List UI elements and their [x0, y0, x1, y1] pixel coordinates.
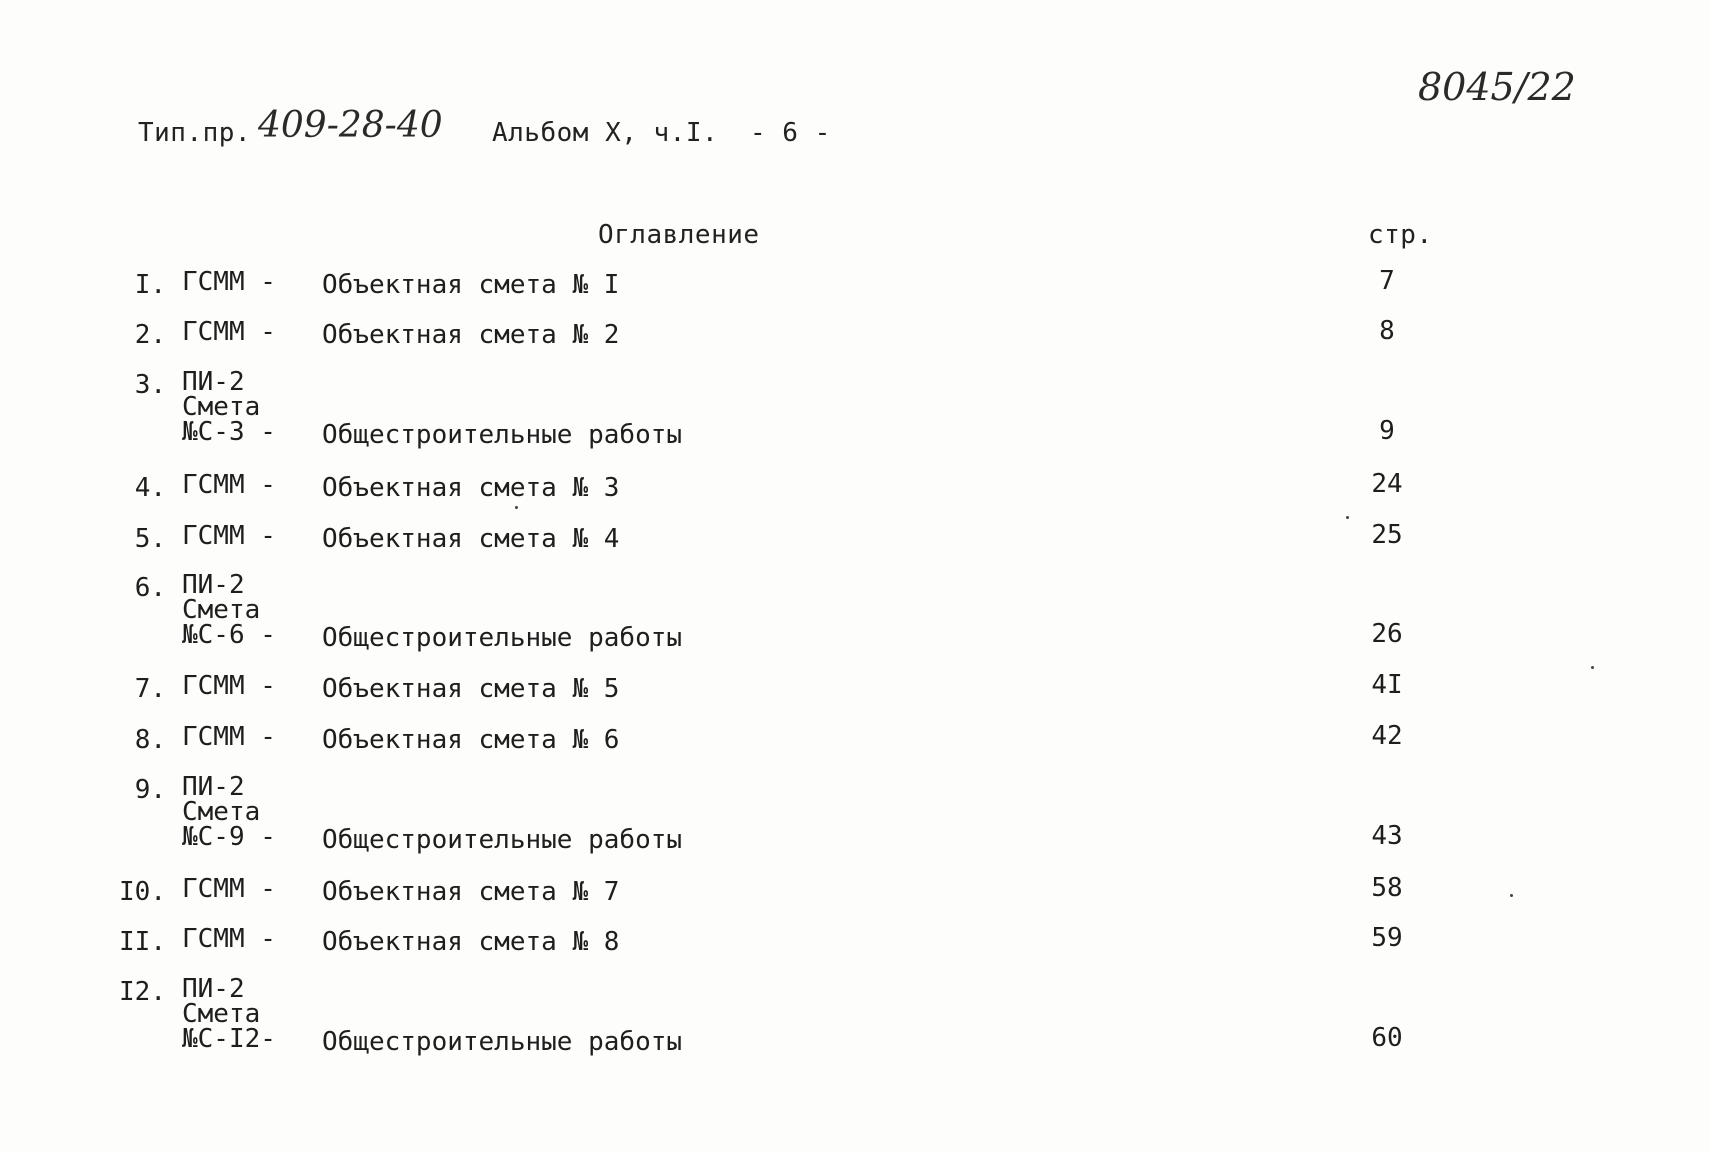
toc-item-code: ПИ-2 Смета №С-I2- — [182, 974, 276, 1054]
page-number: - 6 - — [750, 118, 831, 148]
scan-speck — [515, 506, 518, 509]
toc-item-page: 43 — [1371, 821, 1403, 851]
toc-item-description: Общестроительные работы — [322, 825, 683, 855]
toc-item-description: Объектная смета № 2 — [322, 320, 620, 350]
toc-title: Оглавление — [598, 220, 760, 250]
toc-item-number: 7. — [134, 674, 166, 704]
toc-item-page: 9 — [1379, 416, 1395, 446]
toc-item-description: Объектная смета № I — [322, 270, 620, 300]
toc-item-code: ГСММ - — [182, 267, 276, 297]
album-label: Альбом X, ч.I. — [492, 118, 719, 148]
toc-item-page: 26 — [1371, 619, 1403, 649]
toc-item-page: 4I — [1371, 670, 1403, 700]
toc-item-page: 24 — [1371, 469, 1403, 499]
toc-item-page: 58 — [1371, 873, 1403, 903]
toc-item-description: Объектная смета № 4 — [322, 524, 620, 554]
toc-item-code: ГСММ - — [182, 317, 276, 347]
toc-item-code: ГСММ - — [182, 671, 276, 701]
toc-item-page: 60 — [1371, 1023, 1403, 1053]
scan-speck — [1510, 894, 1513, 897]
toc-item-number: 6. — [134, 573, 166, 603]
toc-item-number: I0. — [119, 877, 166, 907]
toc-item-number: II. — [119, 927, 166, 957]
toc-item-page: 8 — [1379, 316, 1395, 346]
toc-item-page: 59 — [1371, 923, 1403, 953]
toc-item-page: 42 — [1371, 721, 1403, 751]
archive-stamp: 8045/22 — [1418, 65, 1576, 109]
toc-item-number: 3. — [134, 370, 166, 400]
toc-item-description: Объектная смета № 3 — [322, 473, 620, 503]
toc-item-code: ПИ-2 Смета №С-6 - — [182, 570, 276, 650]
header-label: Тип.пр. — [138, 118, 252, 148]
scan-speck — [1346, 516, 1349, 519]
toc-item-number: 8. — [134, 725, 166, 755]
toc-item-description: Объектная смета № 7 — [322, 877, 620, 907]
toc-item-code: ГСММ - — [182, 470, 276, 500]
toc-item-code: ГСММ - — [182, 521, 276, 551]
pages-column-header: стр. — [1368, 220, 1433, 250]
toc-item-number: 2. — [134, 320, 166, 350]
toc-item-description: Общестроительные работы — [322, 1027, 683, 1057]
toc-item-description: Объектная смета № 8 — [322, 927, 620, 957]
toc-item-number: 9. — [134, 775, 166, 805]
toc-item-description: Объектная смета № 6 — [322, 725, 620, 755]
toc-item-code: ГСММ - — [182, 874, 276, 904]
toc-item-number: I. — [134, 270, 166, 300]
toc-item-code: ГСММ - — [182, 722, 276, 752]
scan-speck — [1591, 666, 1594, 669]
toc-item-number: 4. — [134, 473, 166, 503]
toc-item-code: ГСММ - — [182, 924, 276, 954]
project-number: 409-28-40 — [258, 105, 443, 146]
toc-item-description: Общестроительные работы — [322, 420, 683, 450]
toc-item-page: 7 — [1379, 266, 1395, 296]
toc-item-description: Объектная смета № 5 — [322, 674, 620, 704]
toc-item-code: ПИ-2 Смета №С-9 - — [182, 772, 276, 852]
toc-item-page: 25 — [1371, 520, 1403, 550]
toc-item-description: Общестроительные работы — [322, 623, 683, 653]
toc-item-number: 5. — [134, 524, 166, 554]
toc-item-number: I2. — [119, 977, 166, 1007]
toc-item-code: ПИ-2 Смета №С-3 - — [182, 367, 276, 447]
